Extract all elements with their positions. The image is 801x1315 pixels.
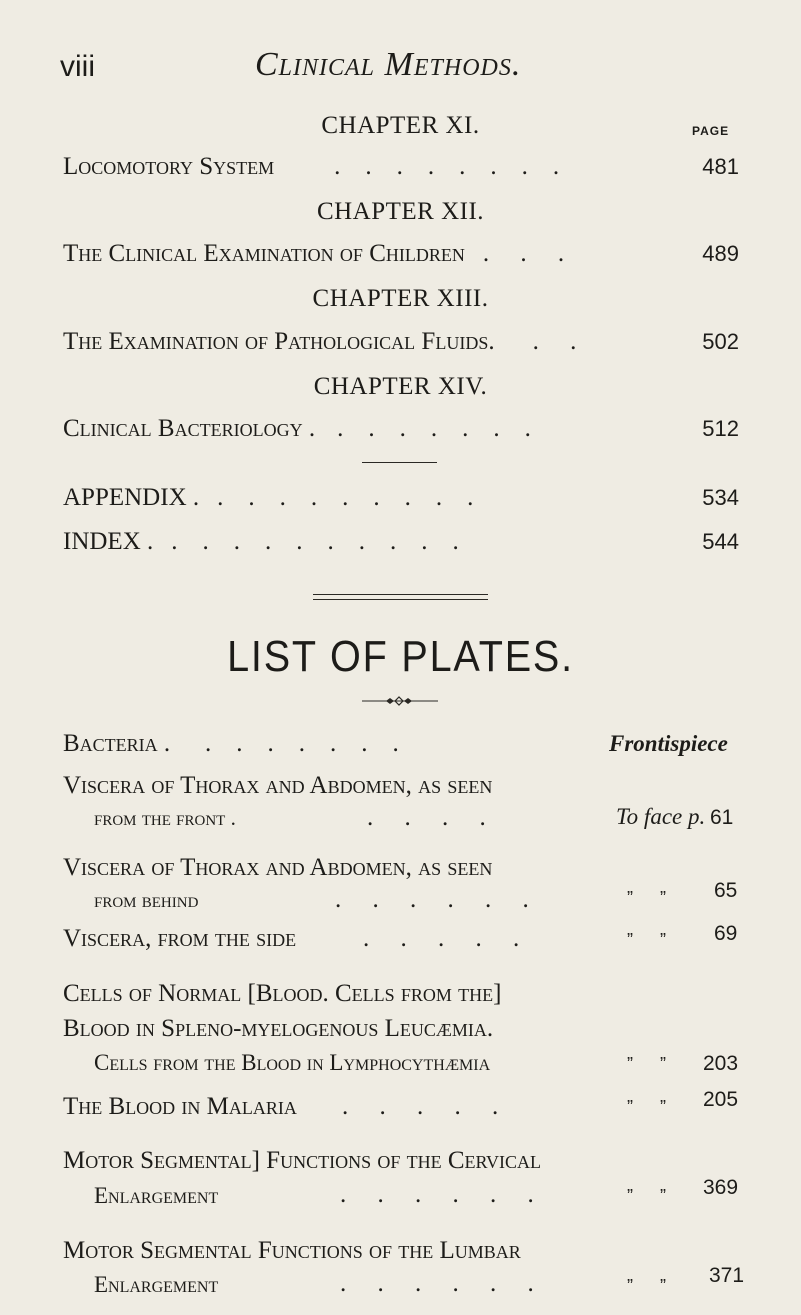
leader-dots: . . . . . . .	[337, 415, 531, 442]
ditto-marks: ” ”	[627, 1186, 666, 1206]
ditto-marks: ” ”	[627, 1097, 666, 1117]
toc-entry-page: 502	[702, 329, 739, 354]
plate-page: 61	[710, 806, 734, 829]
leader-dots: . . . . . . .	[205, 730, 399, 757]
toc-entry-title: Locomotory System	[63, 153, 275, 180]
plate-title-cont: Enlargement	[94, 1272, 219, 1297]
plate-page: 205	[703, 1088, 739, 1111]
toc-entry-index	[63, 528, 739, 556]
double-rule	[313, 594, 488, 595]
plate-title: Motor Segmental Functions of the Lumbar	[63, 1237, 521, 1264]
plate-title: Viscera, from the side	[63, 925, 297, 952]
leader-dots: . . . . . . . .	[334, 153, 560, 180]
leader-dots: . . . .	[367, 804, 486, 831]
plate-title: Viscera of Thorax and Abdomen, as seen	[63, 854, 493, 881]
toc-entry-page: 544	[702, 529, 739, 554]
chapter-heading: CHAPTER XII.	[316, 198, 485, 225]
plates-heading: LIST OF PLATES.	[227, 632, 574, 681]
plate-ref: To face p.	[616, 804, 706, 829]
double-rule	[313, 599, 488, 600]
page-column-label: PAGE	[692, 124, 730, 138]
leader-dots: . . . . . .	[340, 1181, 534, 1208]
toc-entry-title: The Clinical Examination of Children	[63, 240, 465, 267]
plate-title-cont: from the front .	[94, 806, 236, 830]
leader-dots: . . .	[482, 240, 565, 267]
leader-dots: . .	[532, 328, 577, 355]
ditto-marks: ” ”	[627, 888, 666, 908]
plate-ref: Frontispiece	[609, 731, 728, 756]
ornament-divider	[362, 696, 438, 706]
plate-page: 69	[714, 922, 738, 945]
ditto-marks: ” ”	[627, 1054, 666, 1074]
ditto-marks: ” ”	[627, 930, 666, 950]
plate-title: The Blood in Malaria	[63, 1093, 297, 1120]
toc-entry-page: 534	[702, 485, 739, 510]
plate-title-cont: Enlargement	[94, 1183, 219, 1208]
plate-title-cont: Blood in Spleno-myelogenous Leucæmia.	[63, 1015, 494, 1042]
toc-entry	[63, 328, 739, 356]
leader-dots: . . . . .	[342, 1093, 499, 1120]
plate-title-cont: from behind	[94, 888, 199, 912]
plate-page: 371	[709, 1264, 745, 1287]
leader-dots: . . . . . .	[340, 1270, 534, 1297]
leader-dots: . . . . . . . . . .	[171, 528, 459, 555]
toc-entry-appendix	[63, 484, 739, 512]
plate-page: 369	[703, 1176, 739, 1199]
plate-title: Motor Segmental] Functions of the Cervical	[63, 1147, 542, 1174]
chapter-heading: CHAPTER XIV.	[313, 373, 488, 400]
divider	[362, 462, 437, 463]
plate-title: Bacteria .	[63, 730, 171, 757]
toc-entry-page: 481	[702, 154, 739, 179]
running-title: Clinical Methods.	[255, 46, 522, 83]
chapter-heading: CHAPTER XIII.	[312, 285, 489, 312]
leader-dots: . . . . .	[363, 925, 520, 952]
plate-title: Viscera of Thorax and Abdomen, as seen	[63, 772, 493, 799]
toc-entry-page: 512	[702, 416, 739, 441]
toc-entry-title: APPENDIX .	[63, 484, 200, 511]
toc-entry-page: 489	[702, 241, 739, 266]
toc-entry	[63, 153, 739, 181]
plate-title-cont: Cells from the Blood in Lymphocythæmia	[94, 1050, 491, 1075]
ditto-marks: ” ”	[627, 1276, 666, 1296]
plate-page: 65	[714, 879, 738, 902]
plate-title: Cells of Normal [Blood. Cells from the]	[63, 980, 502, 1007]
leader-dots: . . . . . .	[335, 886, 529, 913]
toc-entry-title: The Examination of Pathological Fluids.	[63, 328, 495, 355]
toc-entry	[63, 415, 739, 443]
page-number: viii	[60, 50, 95, 83]
toc-entry-title: Clinical Bacteriology .	[63, 415, 316, 442]
chapter-heading: CHAPTER XI.	[321, 112, 480, 139]
toc-entry-title: INDEX .	[63, 528, 154, 555]
leader-dots: . . . . . . . . .	[217, 484, 474, 511]
plate-page: 203	[703, 1052, 739, 1075]
toc-entry	[63, 240, 739, 268]
